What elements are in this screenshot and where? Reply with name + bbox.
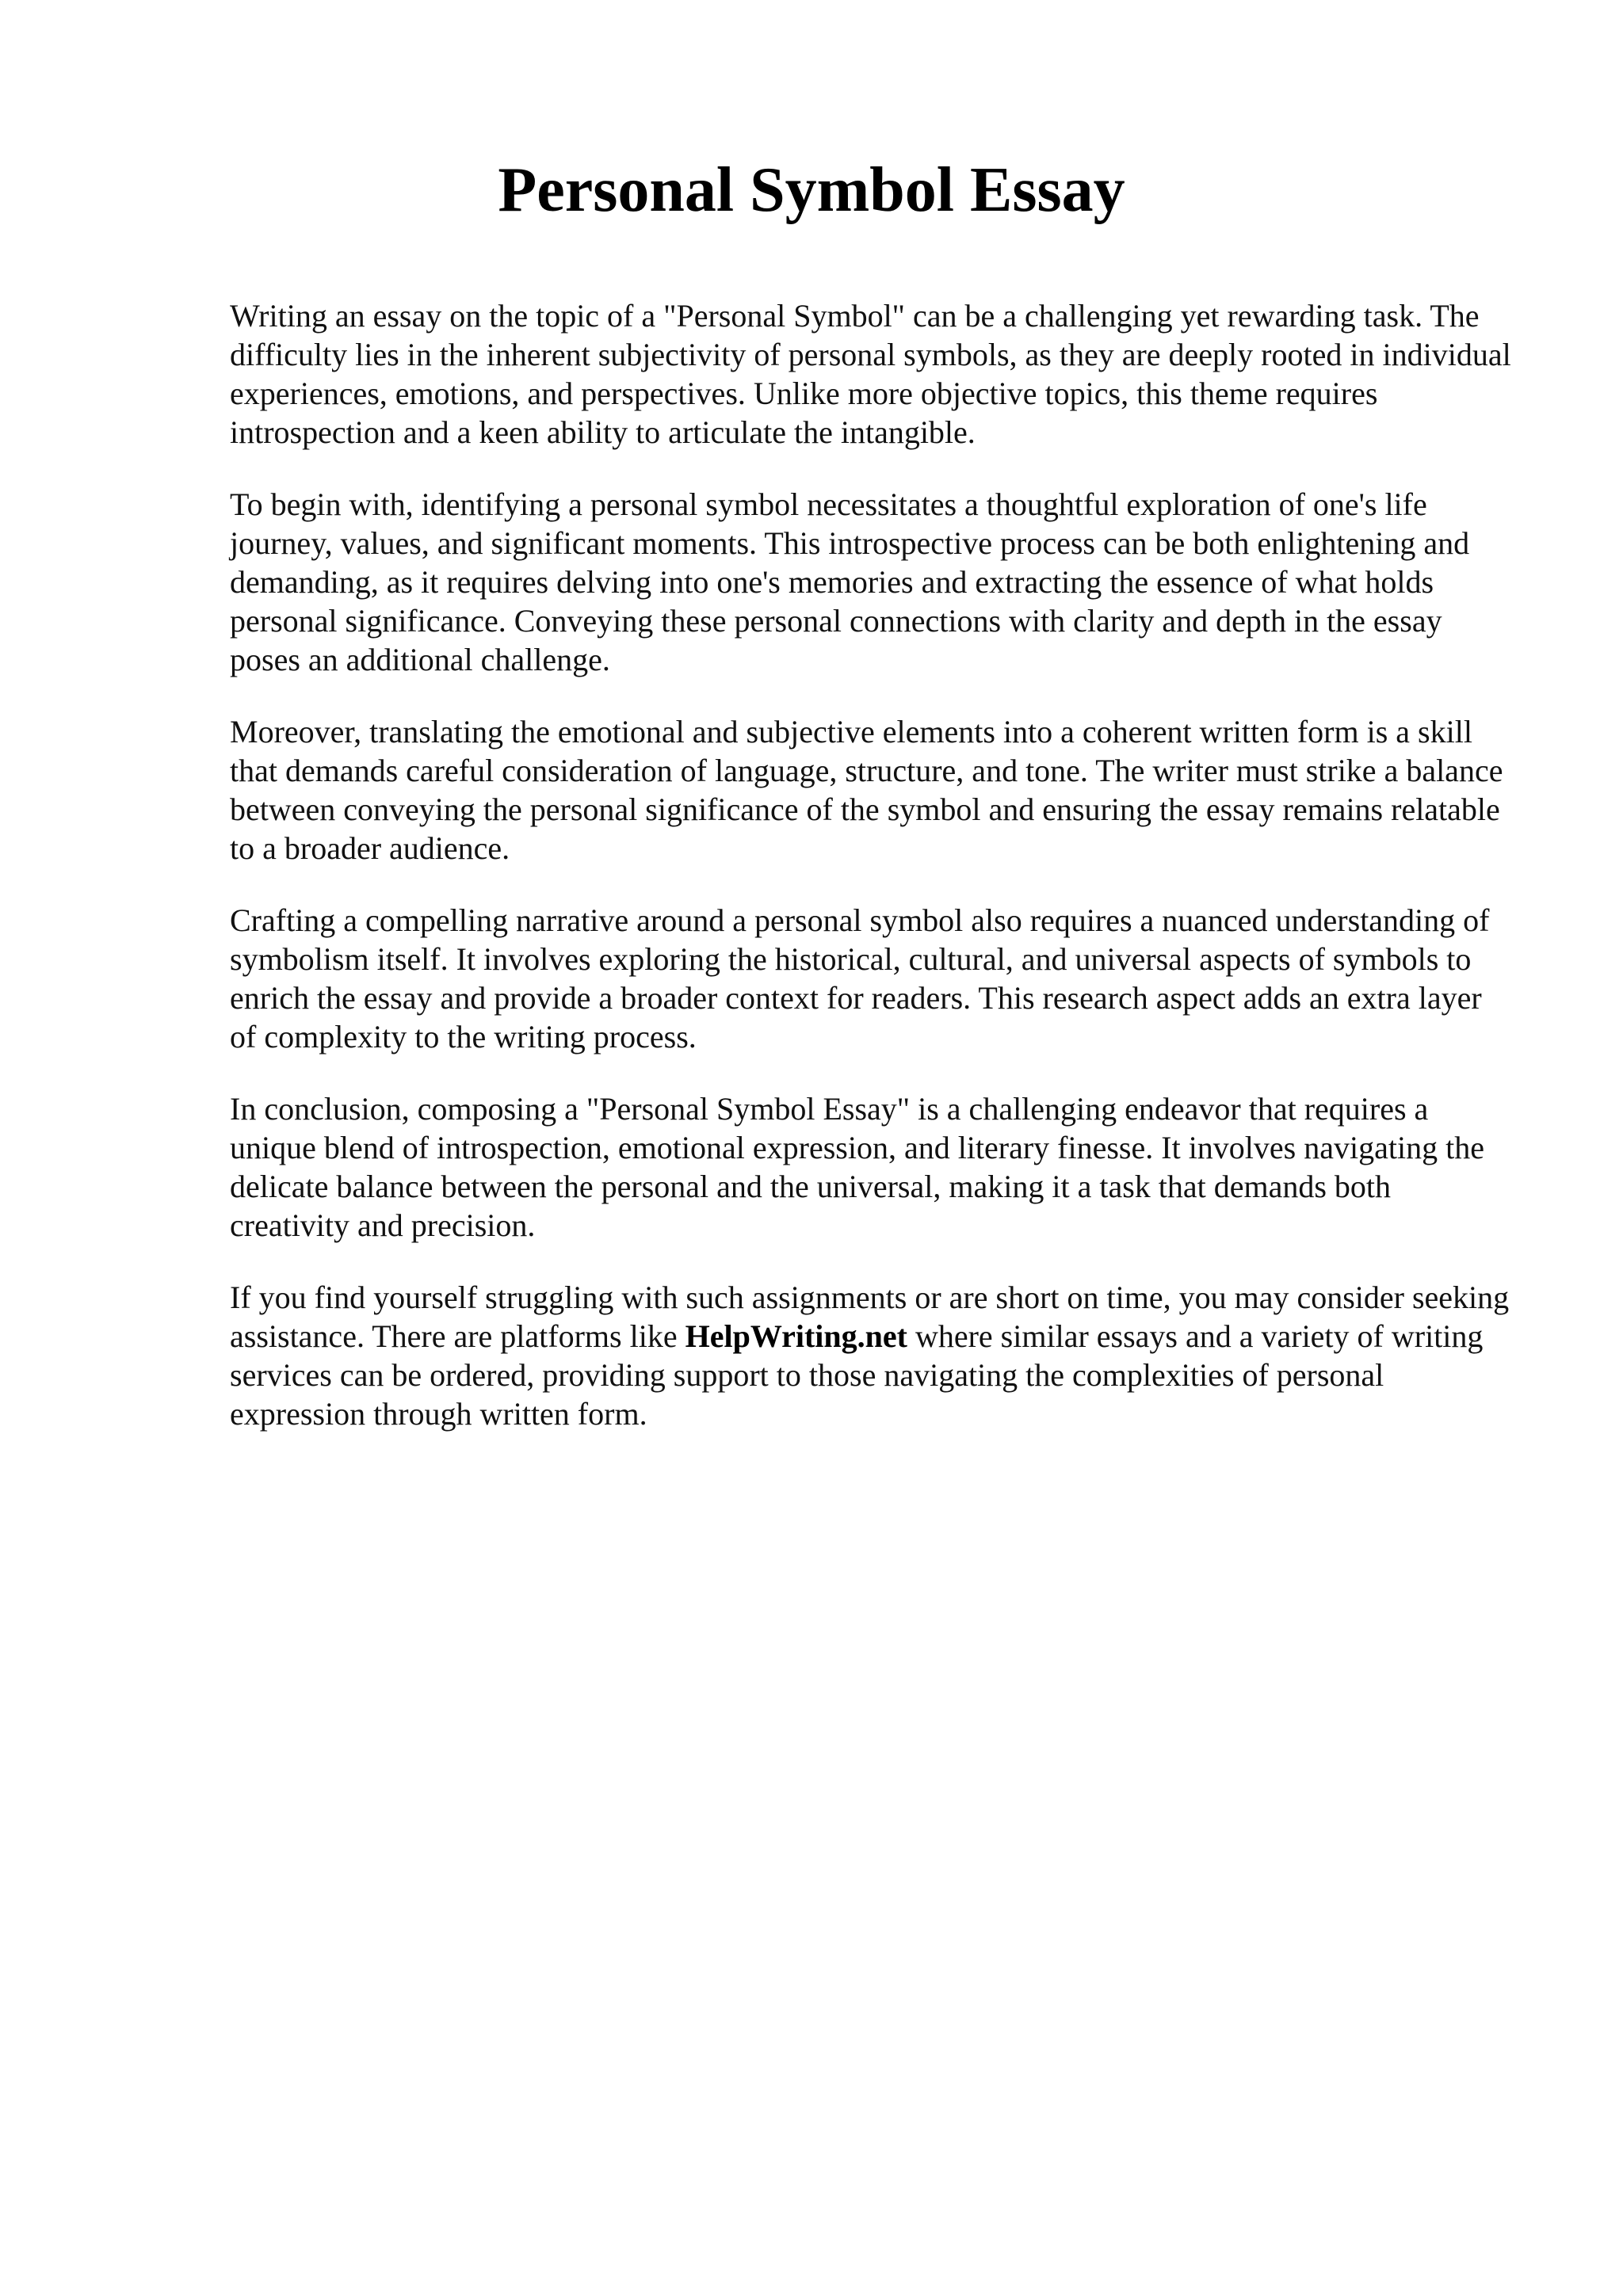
- closing-text-after-link: where similar essays and a variety of writing services can be ordered, providing support to those navigating the complexities of personal expression through written form.: [230, 1318, 1484, 1432]
- essay-body: [230, 296, 1514, 1466]
- paragraph-4: Crafting a compelling narrative around a personal symbol also requires a nuanced understanding of symbolism itself. It involves exploring the historical, cultural, and universal aspects of symbols to enrich the essay and provide a broader context for readers. This research aspect adds an extra layer of complexity to the writing process.: [230, 902, 1490, 1055]
- paragraph-1: Writing an essay on the topic of a "Personal Symbol" can be a challenging yet rewarding task. The difficulty lies in the inherent subjectivity of personal symbols, as they are deeply rooted in individual experiences, emotions, and perspectives. Unlike more objective topics, this theme requires introspection and a keen ability to articulate the intangible.: [230, 298, 1511, 450]
- closing-paragraph: [230, 1278, 1514, 1433]
- page-title: Personal Symbol Essay: [498, 155, 1125, 225]
- closing-text-before-link: If you find yourself struggling with such assignments or are short on time, you may consider seeking assistance. There are platforms like: [230, 1280, 1510, 1354]
- paragraph-2: To begin with, identifying a personal symbol necessitates a thoughtful exploration of one's life journey, values, and significant moments. This introspective process can be both enlightening and demanding, as it requires delving into one's memories and extracting the essence of what holds personal significance. Conveying these personal connections with clarity and depth in the essay poses an additional challenge.: [230, 486, 1470, 677]
- helpwriting-link[interactable]: HelpWriting.net: [685, 1318, 907, 1354]
- paragraph-5: In conclusion, composing a "Personal Symbol Essay" is a challenging endeavor that requires a unique blend of introspection, emotional expression, and literary finesse. It involves navigating the delicate balance between the personal and the universal, making it a task that demands both creativity and precision.: [230, 1091, 1484, 1243]
- paragraph-3: Moreover, translating the emotional and subjective elements into a coherent written form is a skill that demands careful consideration of language, structure, and tone. The writer must strike a balance between conveying the personal significance of the symbol and ensuring the essay remains relatable to a broader audience.: [230, 714, 1503, 866]
